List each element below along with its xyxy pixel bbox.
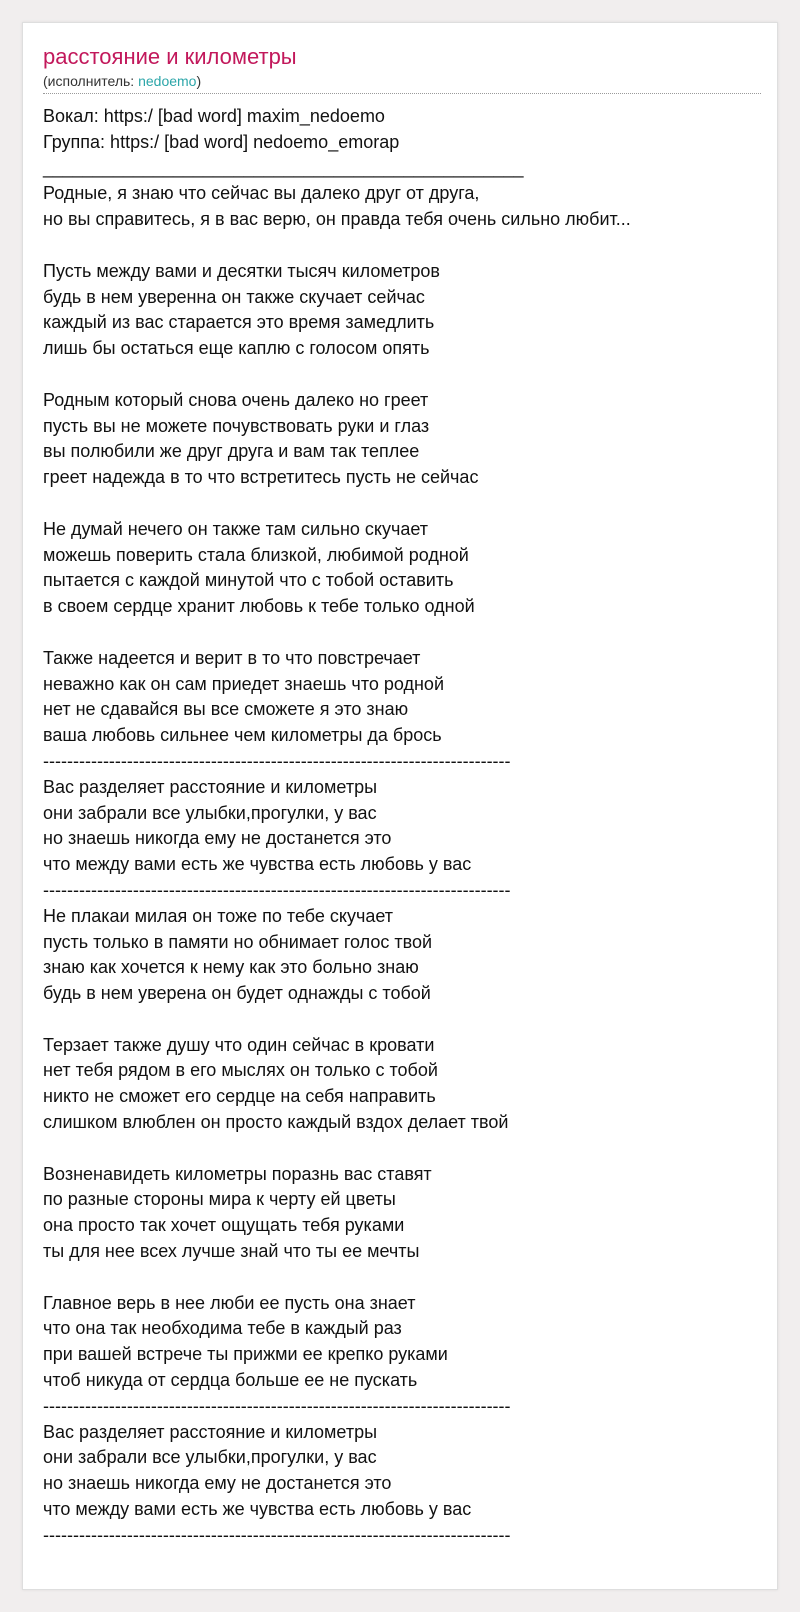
- lyric-line: греет надежда в то что встретитесь пусть не сейчас: [43, 467, 479, 488]
- lyric-line: [43, 491, 631, 517]
- lyric-line: при вашей встрече ты прижми ее крепко руками: [43, 1344, 448, 1365]
- lyric-line: Родные, я знаю что сейчас вы далеко друг от друга,: [43, 183, 480, 204]
- lyric-line: Вас разделяет расстояние и километры: [43, 776, 378, 797]
- lyric-line: чтоб никуда от сердца больше ее не пускать: [43, 1370, 418, 1391]
- artist-prefix: (исполнитель:: [43, 73, 139, 89]
- lyric-line: [43, 362, 631, 388]
- lyrics-card: [22, 22, 778, 1590]
- lyric-line: неважно как он сам приедет знаешь что родной: [43, 673, 445, 694]
- lyric-line: в своем сердце хранит любовь к тебе только одной: [43, 596, 475, 617]
- lyric-line: они забрали все улыбки,прогулки, у вас: [43, 1447, 377, 1468]
- lyrics-text: [43, 104, 631, 1549]
- lyric-line: [43, 1007, 631, 1033]
- lyric-line: никто не сможет его сердце на себя направить: [43, 1086, 436, 1107]
- lyric-line: что между вами есть же чувства есть любовь у вас: [43, 854, 472, 875]
- lyric-line: каждый из вас старается это время замедлить: [43, 312, 435, 333]
- lyric-line: но знаешь никогда ему не достанется это: [43, 828, 392, 849]
- lyric-line: Родным который снова очень далеко но греет: [43, 389, 429, 410]
- lyric-line: нет не сдавайся вы все сможете я это знаю: [43, 699, 409, 720]
- lyric-line: Вокал: https:/ [bad word] maxim_nedoemo: [43, 106, 385, 126]
- lyric-line: лишь бы остаться еще каплю с голосом опять: [43, 338, 430, 359]
- lyric-line: [43, 620, 631, 646]
- lyric-line: слишком влюблен он просто каждый вздох делает твой: [43, 1112, 509, 1133]
- lyric-line: ------------------------------------------------------------------------------: [43, 1524, 511, 1545]
- lyric-line: Терзает также душу что один сейчас в кровати: [43, 1034, 435, 1055]
- lyric-line: Главное верь в нее люби ее пусть она знает: [43, 1292, 416, 1313]
- lyric-line: но вы справитесь, я в вас верю, он правда тебя очень сильно любит...: [43, 209, 631, 230]
- lyric-line: по разные стороны мира к черту ей цветы: [43, 1189, 396, 1210]
- lyric-line: пытается с каждой минутой что с тобой оставить: [43, 570, 454, 591]
- artist-link[interactable]: nedoemo: [138, 73, 197, 89]
- lyric-line: ------------------------------------------------------------------------------: [43, 879, 511, 900]
- lyric-line: Группа: https:/ [bad word] nedoemo_emorap: [43, 131, 400, 152]
- lyric-line: [43, 1136, 631, 1162]
- lyric-line: Возненавидеть километры поразнь вас ставят: [43, 1163, 432, 1184]
- lyric-line: что между вами есть же чувства есть любовь у вас: [43, 1499, 472, 1520]
- lyric-line: но знаешь никогда ему не достанется это: [43, 1473, 392, 1494]
- lyric-line: ------------------------------------------------------------------------------: [43, 750, 511, 771]
- lyric-line: Не думай нечего он также там сильно скучает: [43, 518, 429, 539]
- lyric-line: [43, 1265, 631, 1291]
- lyric-line: что она так необходима тебе в каждый раз: [43, 1318, 402, 1339]
- artist-suffix: ): [196, 73, 202, 89]
- lyric-line: нет тебя рядом в его мыслях он только с тобой: [43, 1060, 438, 1081]
- title-separator: [43, 93, 761, 94]
- lyric-line: Также надеется и верит в то что повстречает: [43, 647, 421, 668]
- lyric-line: знаю как хочется к нему как это больно знаю: [43, 957, 419, 978]
- lyric-line: пусть только в памяти но обнимает голос твой: [43, 931, 433, 952]
- lyric-line: будь в нем уверена он будет однажды с тобой: [43, 983, 431, 1004]
- lyric-line: [43, 233, 631, 259]
- lyric-line: ________________________________________________: [43, 157, 524, 178]
- lyric-line: Пусть между вами и десятки тысяч километров: [43, 260, 440, 281]
- lyric-line: они забрали все улыбки,прогулки, у вас: [43, 802, 377, 823]
- lyric-line: она просто так хочет ощущать тебя руками: [43, 1215, 405, 1236]
- artist-line: [43, 72, 201, 90]
- lyric-line: вы полюбили же друг друга и вам так теплее: [43, 441, 420, 462]
- lyric-line: ------------------------------------------------------------------------------: [43, 1395, 511, 1416]
- lyric-line: Вас разделяет расстояние и километры: [43, 1421, 378, 1442]
- lyric-line: ты для нее всех лучше знай что ты ее мечты: [43, 1241, 420, 1262]
- lyric-line: ваша любовь сильнее чем километры да брось: [43, 725, 442, 746]
- song-title: расстояние и километры: [43, 44, 297, 69]
- lyric-line: будь в нем уверенна он также скучает сейчас: [43, 286, 425, 307]
- lyric-line: пусть вы не можете почувствовать руки и глаз: [43, 415, 430, 436]
- lyric-line: Не плакаи милая он тоже по тебе скучает: [43, 905, 394, 926]
- lyric-line: можешь поверить стала близкой, любимой родной: [43, 544, 469, 565]
